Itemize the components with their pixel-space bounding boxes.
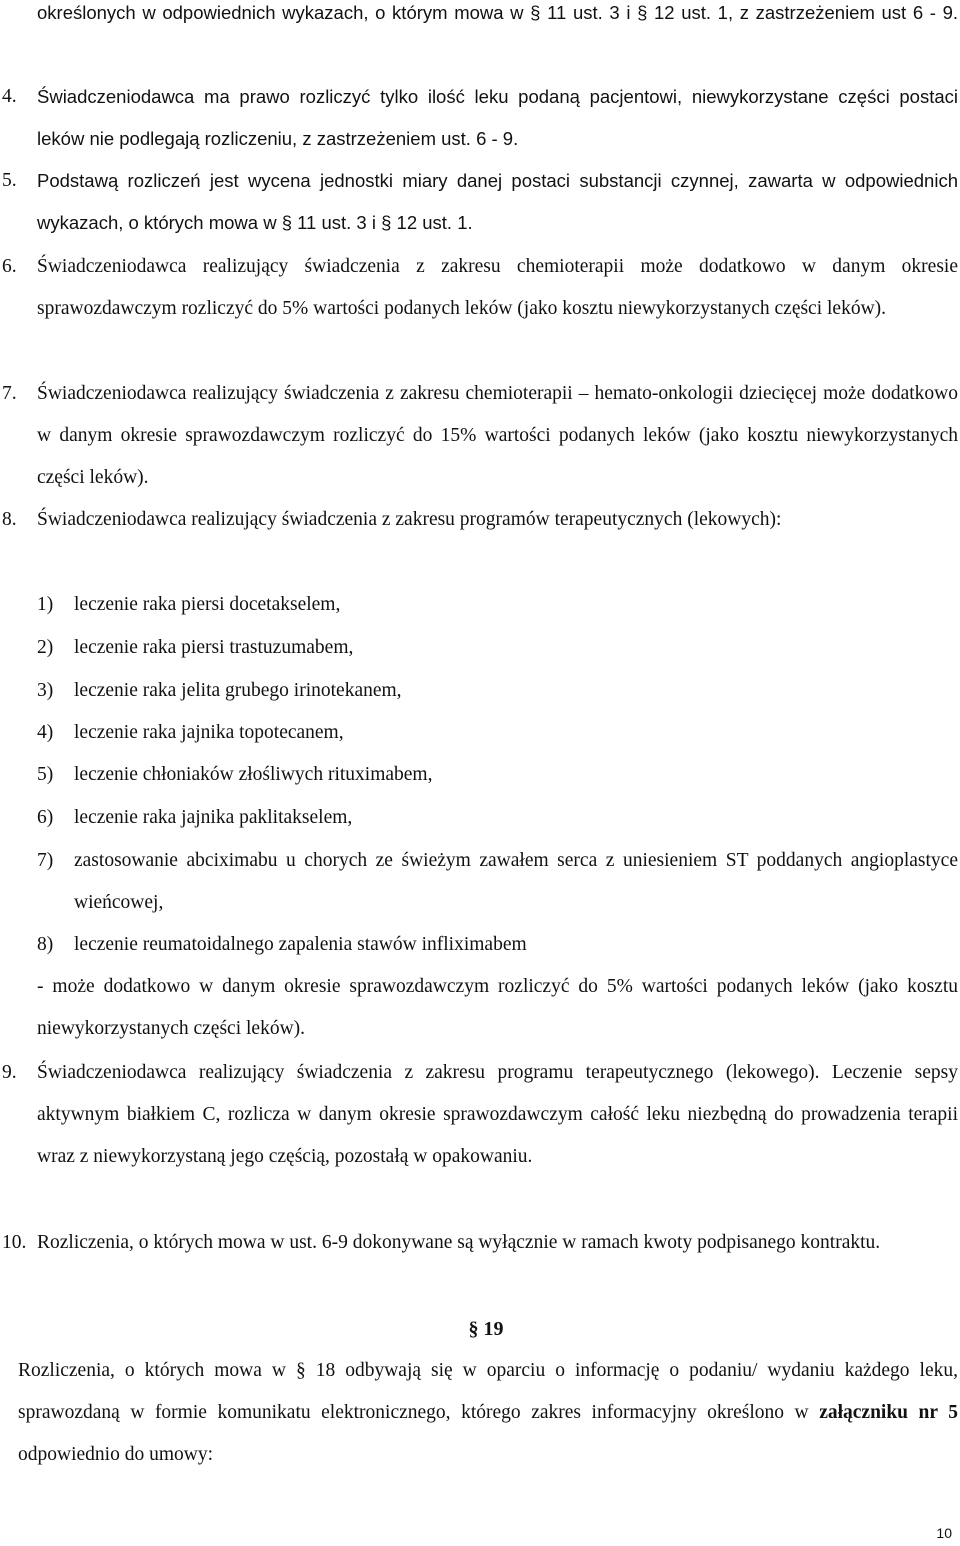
list-item-text: leczenie raka jajnika paklitakselem, — [74, 807, 353, 828]
paragraph-text: Rozliczenia, o których mowa w ust. 6-9 dokonywane są wyłącznie w ramach kwoty podpisanego kontraktu. — [37, 1232, 881, 1253]
list-item — [0, 754, 958, 796]
list-item — [0, 924, 958, 966]
paragraph-number: 10. — [2, 1232, 27, 1253]
list-item — [0, 840, 958, 924]
paragraph-text: Świadczeniodawca realizujący świadczenia z zakresu programu terapeutycznego (lekowego). Leczenie sepsy aktywnym białkiem C, rozlicza w danym okresie sprawozdawczym całość leku niezbędną do prowadzenia terapii wraz z niewykorzystaną jego częścią, pozostałą w opakowaniu. — [37, 1062, 958, 1167]
paragraph-number: 6. — [2, 256, 17, 277]
list-item-number: 2) — [37, 637, 54, 658]
list-item-number: 1) — [37, 594, 54, 615]
paragraph-text: Świadczeniodawca realizujący świadczenia z zakresu chemioterapii – hemato-onkologii dziecięcej może dodatkowo w danym okresie sprawozdawczym rozliczyć do 15% wartości podanych leków (jako kosztu niewykorzystanych części leków). — [37, 383, 958, 488]
list-item — [0, 627, 958, 669]
list-item-text: leczenie raka jajnika topotecanem, — [74, 722, 344, 743]
paragraph-text: Świadczeniodawca realizujący świadczenia z zakresu programów terapeutycznych (lekowych): — [37, 509, 782, 530]
paragraph-text: Podstawą rozliczeń jest wycena jednostki miary danej postaci substancji czynnej, zawarta w odpowiednich wykazach, o których mowa w § 11 ust. 3 i § 12 ust. 1. — [37, 170, 958, 233]
paragraph-4 — [0, 76, 958, 160]
list-item-text: zastosowanie abciximabu u chorych ze świeżym zawałem serca z uniesieniem ST poddanych angioplastyce wieńcowej, — [74, 850, 958, 913]
paragraph-number: 9. — [2, 1062, 17, 1083]
paragraph-number: 4. — [2, 86, 17, 107]
paragraph-5 — [0, 160, 958, 244]
list-item-text: leczenie raka piersi docetakselem, — [74, 594, 341, 615]
list-item-text: leczenie chłoniaków złośliwych rituximabem, — [74, 764, 433, 785]
section-heading: § 19 — [468, 1318, 504, 1340]
paragraph-10 — [0, 1222, 958, 1264]
list-item-number: 6) — [37, 807, 54, 828]
section-text-bold: załączniku nr 5 — [819, 1402, 958, 1423]
paragraph-text: określonych w odpowiednich wykazach, o którym mowa w § 11 ust. 3 i § 12 ust. 1, z zastrzeżeniem ust 6 - 9. — [37, 2, 958, 23]
list-item-number: 7) — [37, 850, 54, 871]
paragraph-8 — [0, 499, 958, 541]
list-item-text: leczenie raka jelita grubego irinotekanem, — [74, 680, 402, 701]
list-item-number: 8) — [37, 934, 54, 955]
list-item — [0, 584, 958, 626]
paragraph-8-tail: - może dodatkowo w danym okresie sprawozdawczym rozliczyć do 5% wartości podanych leków (jako kosztu niewykorzystanych części leków). — [37, 976, 958, 1039]
list-item-number: 4) — [37, 722, 54, 743]
paragraph-number: 7. — [2, 383, 17, 404]
paragraph-text: Świadczeniodawca realizujący świadczenia z zakresu chemioterapii może dodatkowo w danym okresie sprawozdawczym rozliczyć do 5% wartości podanych leków (jako kosztu niewykorzystanych części leków). — [37, 256, 958, 319]
paragraph-7 — [0, 373, 958, 499]
list-item — [0, 670, 958, 712]
list-item — [0, 712, 958, 754]
paragraph-continuation — [0, 0, 958, 34]
section-paragraph — [18, 1350, 958, 1476]
section-text-end: odpowiednio do umowy: — [18, 1444, 213, 1465]
list-item-text: leczenie raka piersi trastuzumabem, — [74, 637, 354, 658]
section-text: Rozliczenia, o których mowa w § 18 odbywają się w oparciu o informację o podaniu/ wydaniu każdego leku, sprawozdaną w formie komunikatu elektronicznego, którego zakres informacyjny określono w — [18, 1360, 958, 1423]
paragraph-number: 5. — [2, 170, 17, 191]
list-item-text: leczenie reumatoidalnego zapalenia stawów infliximabem — [74, 934, 527, 955]
paragraph-6 — [0, 246, 958, 330]
paragraph-number: 8. — [2, 509, 17, 530]
paragraph-9 — [0, 1052, 958, 1178]
list-item-number: 5) — [37, 764, 54, 785]
list-item-number: 3) — [37, 680, 54, 701]
paragraph-text: Świadczeniodawca ma prawo rozliczyć tylko ilość leku podaną pacjentowi, niewykorzystane części postaci leków nie podlegają rozliczeniu, z zastrzeżeniem ust. 6 - 9. — [37, 86, 958, 149]
page-number: 10 — [936, 1525, 952, 1541]
list-item — [0, 797, 958, 839]
